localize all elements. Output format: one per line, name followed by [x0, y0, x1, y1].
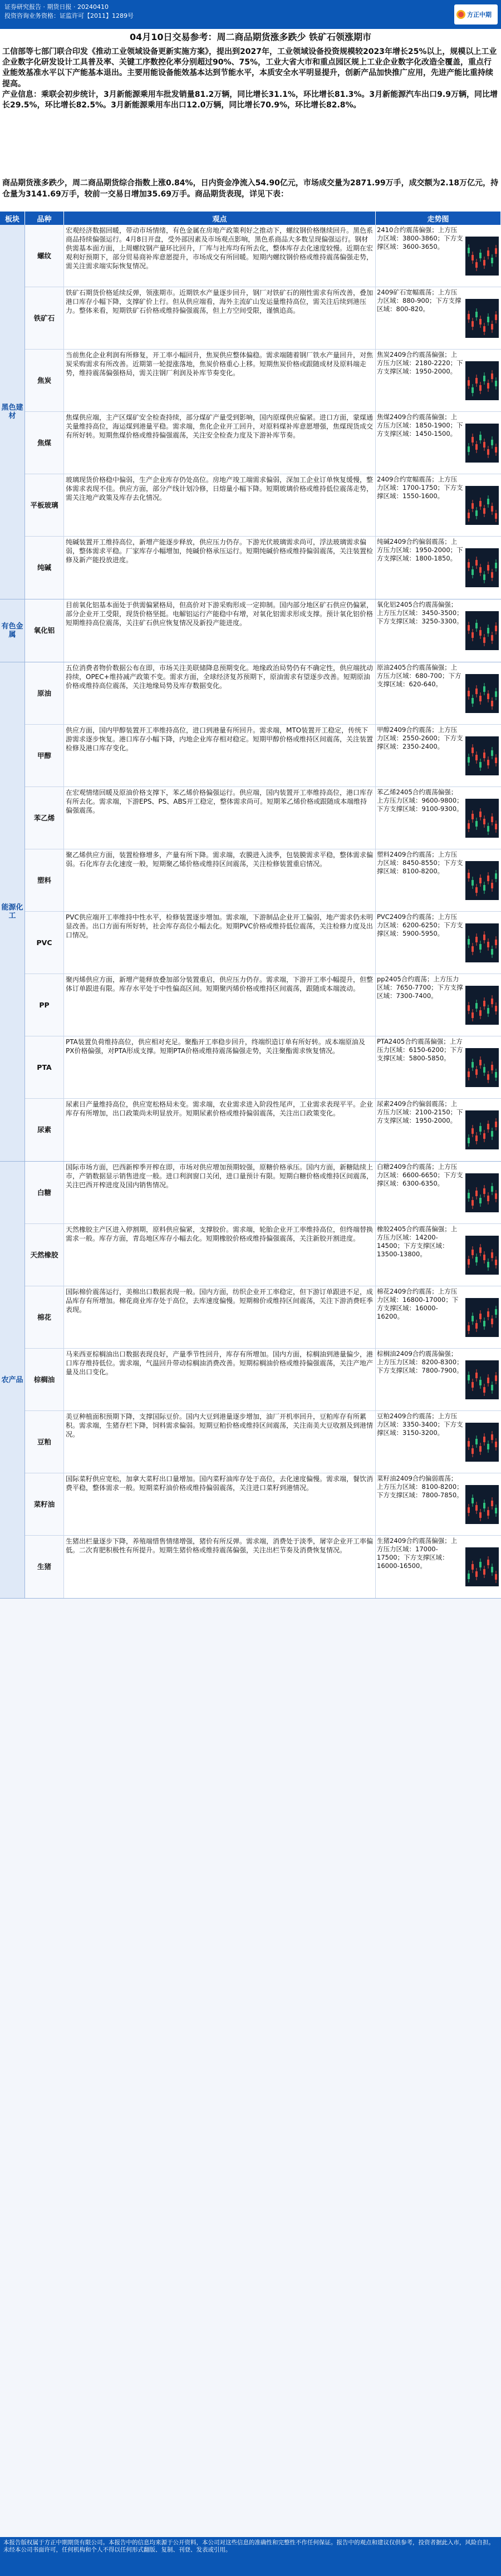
- chart-cell: [376, 350, 501, 411]
- commodity-view: 焦煤供应端，主产区煤矿安全检查持续，部分煤矿产量受到影响，国内原煤供应偏紧。进口方面，蒙煤通关量维持高位，海运煤到港量平稳。需求端，焦化企业开工回升，对原料煤补库意愿增强，焦煤现货成交有所好转。短期焦煤价格或维持偏强震荡，关注安全检查力度及下游补库节奏。: [64, 412, 376, 474]
- summary-paragraph: 产业信息：乘联会初步统计，3月新能源乘用车批发销量81.2万辆，同比增长31.1%，环比增长81.3%。3月新能源汽车出口9.9万辆，同比增长29.5%，环比增长82.5%。3月新能源乘用车出口12.0万辆，同比增长70.9%，环比增长82.8%。: [2, 90, 498, 110]
- commodity-view: 铁矿石期货价格延续反弹，领涨期市。近期铁水产量逐步回升，钢厂对铁矿石的刚性需求有所改善，叠加港口库存小幅下降，支撑矿价上行。但从供应端看，海外主流矿山发运量维持高位，需关注后续到港压力。整体来看，短期铁矿石价格或维持偏强震荡，但上方空间受限，谨慎追高。: [64, 287, 376, 349]
- chart-note: 2409合约宽幅震荡；上方压力区域：1700-1750；下方支撑区域：1550-1600。: [377, 475, 463, 500]
- chart-note: 纯碱2409合约偏弱震荡；上方压力区域：1950-2000；下方支撑区域：1800-1850。: [377, 538, 463, 562]
- commodity-name: 纯碱: [25, 537, 64, 599]
- candlestick-chart-icon: [464, 663, 500, 723]
- commodity-view: 生猪出栏量逐步下降，养殖端惜售情绪增强，猪价有所反弹。需求端，消费处于淡季，屠宰企业开工率偏低。二次育肥积极性有所提升。短期生猪价格或维持震荡偏强，关注出栏节奏及消费恢复情况。: [64, 1536, 376, 1598]
- chart-cell: [376, 725, 501, 786]
- commodity-name: 螺纹: [25, 225, 64, 287]
- table-row: [25, 849, 501, 912]
- commodity-name: PTA: [25, 1036, 64, 1098]
- commodity-name: 菜籽油: [25, 1473, 64, 1535]
- chart-note: PVC2409合约震荡；上方压力区域：6200-6250；下方支撑区域：5900-5950。: [377, 913, 463, 937]
- logo-text: 方正中期: [467, 11, 492, 18]
- chart-cell: [376, 1162, 501, 1223]
- company-logo: [454, 4, 498, 24]
- commodity-name: 原油: [25, 662, 64, 724]
- logo-mark-icon: [456, 10, 465, 19]
- chart-cell: [376, 1099, 501, 1161]
- table-row: [25, 412, 501, 474]
- candlestick-chart-icon: [464, 413, 500, 473]
- candlestick-chart-icon: [464, 1412, 500, 1472]
- candlestick-chart-icon: [464, 1225, 500, 1285]
- table-row: [25, 1036, 501, 1099]
- chart-note: 氧化铝2405合约震荡偏强；上方压力区域：3450-3500；下方支撑区域：3250-3300。: [377, 601, 463, 625]
- table-row: [25, 287, 501, 350]
- summary-block: [0, 46, 501, 177]
- chart-note: 苯乙烯2405合约震荡偏强；上方压力区域：9600-9800；下方支撑区域：9100-9300。: [377, 788, 463, 813]
- commodity-view: PVC供应端开工率维持中性水平，检修装置逐步增加。需求端，下游制品企业开工偏弱，地产需求仍未明显改善。出口方面有所好转，社会库存高位小幅去化。短期PVC价格或维持低位震荡，关注检修力度及出口情况。: [64, 912, 376, 974]
- report-title: 04月10日交易参考：周二商品期货涨多跌少 铁矿石领涨期市: [0, 29, 501, 46]
- market-overview: 商品期货涨多跌少，周二商品期货综合指数上涨0.84%，日内资金净流入54.90亿元，市场成交量为2871.99万手，成交额为2.18万亿元，持仓量为3141.69万手，较前一交易日增加35.69万手。商品期货表现，详见下表：: [0, 177, 501, 212]
- commodity-view: 当前焦化企业利润有所修复，开工率小幅回升，焦炭供应整体偏稳。需求端随着钢厂铁水产量回升，对焦炭采购需求有所改善。近期第一轮提涨落地，焦炭价格重心上移。短期焦炭价格或跟随成材及原料端走势，维持震荡偏强格局，需关注钢厂利润及补库节奏变化。: [64, 350, 376, 411]
- commodity-name: 平板玻璃: [25, 474, 64, 536]
- commodity-name: 棉花: [25, 1286, 64, 1348]
- chart-cell: [376, 1224, 501, 1286]
- candlestick-chart-icon: [464, 788, 500, 848]
- table-row: [25, 1473, 501, 1536]
- commodity-view: 国际棉价震荡运行，美棉出口数据表现一般。国内方面，纺织企业开工率稳定，但下游订单跟进不足，成品库存有所增加。棉花商业库存处于高位，去库速度偏慢。短期棉价或维持区间震荡，关注下游消费旺季表现。: [64, 1286, 376, 1348]
- sector-block: [0, 599, 501, 662]
- chart-cell: [376, 974, 501, 1036]
- chart-cell: [376, 287, 501, 349]
- chart-cell: [376, 662, 501, 724]
- sector-block: [0, 662, 501, 1162]
- table-row: [25, 1162, 501, 1224]
- chart-note: 菜籽油2409合约偏弱震荡；上方压力区域：8100-8200；下方支撑区域：7800-7850。: [377, 1474, 463, 1499]
- commodity-view: 五位消费者物价数据公布在即，市场关注美联储降息预期变化。地缘政治局势仍有不确定性，供应端扰动持续，OPEC+维持减产政策不变。需求方面，全球经济复苏预期下，原油需求有望逐步改善。短期原油价格或维持高位震荡，关注地缘局势及库存数据变化。: [64, 662, 376, 724]
- table-row: [25, 974, 501, 1036]
- candlestick-chart-icon: [464, 1287, 500, 1347]
- commodity-view: 国际菜籽供应宽松，加拿大菜籽出口量增加。国内菜籽油库存处于高位，去化速度偏慢。需求端，餐饮消费平稳，整体需求一般。短期菜籽油价格或维持偏弱震荡，关注进口菜籽到港情况。: [64, 1473, 376, 1535]
- commodity-view: 供应方面，国内甲醇装置开工率维持高位，进口到港量有所回升。需求端，MTO装置开工稳定，传统下游需求逐步恢复。港口库存小幅下降，内地企业库存相对稳定。短期甲醇价格或维持区间震荡，关注装置检修及港口库存变化。: [64, 725, 376, 786]
- sector-name: 黑色建材: [0, 225, 25, 599]
- commodity-view: 玻璃现货价格稳中偏弱，生产企业库存仍处高位。房地产竣工端需求偏弱，深加工企业订单恢复缓慢，整体需求表现不佳。供应方面，部分产线计划冷修，日熔量小幅下降。短期玻璃价格或维持低位震荡走势，需关注地产政策及库存去化情况。: [64, 474, 376, 536]
- chart-note: 原油2405合约震荡偏强；上方压力区域：680-700；下方支撑区域：620-640。: [377, 663, 461, 688]
- commodity-view: 马来西亚棕榈油出口数据表现良好，产量季节性回升，库存有所增加。国内方面，棕榈油到港量偏少，港口库存维持低位。需求端，气温回升带动棕榈油消费改善。短期棕榈油价格或维持偏强震荡，关注产地产量及出口变化。: [64, 1349, 376, 1410]
- commodity-view: PTA装置负荷维持高位，供应相对充足。聚酯开工率稳步回升，终端织造订单有所好转。成本端原油及PX价格偏强，对PTA形成支撑。短期PTA价格或维持震荡偏强走势，关注聚酯需求恢复情况。: [64, 1036, 376, 1098]
- chart-note: 豆粕2409合约震荡；上方压力区域：3350-3400；下方支撑区域：3150-3200。: [377, 1412, 463, 1437]
- table-row: [25, 1099, 501, 1161]
- commodity-name: 豆粕: [25, 1411, 64, 1473]
- chart-note: 甲醇2409合约震荡；上方压力区域：2550-2600；下方支撑区域：2350-2400。: [377, 726, 463, 750]
- candlestick-chart-icon: [464, 288, 500, 348]
- chart-cell: [376, 537, 501, 599]
- table-row: [25, 725, 501, 787]
- candlestick-chart-icon: [464, 1038, 500, 1097]
- commodity-name: 苯乙烯: [25, 787, 64, 849]
- disclaimer-footer: 本报告版权属于方正中期期货有限公司。本报告中的信息均来源于公开资料，本公司对这些信息的准确性和完整性不作任何保证。报告中的观点和建议仅供参考，投资者据此入市，风险自担。未经本公司书面许可，任何机构和个人不得以任何形式翻版、复制、刊登、发表或引用。: [0, 2537, 501, 2576]
- commodity-table: [0, 212, 501, 1599]
- chart-note: 2410合约震荡偏强；上方压力区域：3800-3860；下方支撑区域：3600-3650。: [377, 226, 463, 250]
- commodity-name: 天然橡胶: [25, 1224, 64, 1286]
- chart-note: 尿素2409合约偏弱震荡；上方压力区域：2100-2150；下方支撑区域：1950-2000。: [377, 1100, 463, 1124]
- col-commodity: 品种: [25, 212, 64, 225]
- chart-cell: [376, 412, 501, 474]
- candlestick-chart-icon: [464, 851, 500, 910]
- candlestick-chart-icon: [464, 726, 500, 785]
- chart-note: 棕榈油2409合约震荡偏强；上方压力区域：8200-8300；下方支撑区域：7800-7900。: [377, 1350, 463, 1374]
- sector-name: 农产品: [0, 1162, 25, 1598]
- table-row: [25, 1349, 501, 1411]
- commodity-view: 美豆种植面积预期下降，支撑国际豆价。国内大豆到港量逐步增加，油厂开机率回升，豆粕库存有所累积。需求端，生猪存栏下降，饲料需求偏弱。短期豆粕价格或维持区间震荡，关注南美大豆收割及到港情况。: [64, 1411, 376, 1473]
- chart-note: PTA2405合约震荡偏强；上方压力区域：6150-6200；下方支撑区域：5800-5850。: [377, 1038, 463, 1062]
- chart-cell: [376, 787, 501, 849]
- chart-cell: [376, 474, 501, 536]
- candlestick-chart-icon: [464, 1474, 500, 1534]
- table-row: [25, 225, 501, 287]
- commodity-name: PVC: [25, 912, 64, 974]
- commodity-view: 国际市场方面，巴西新榨季开榨在即，市场对供应增加预期较强，原糖价格承压。国内方面，新糖陆续上市，产销数据显示销售进度一般。进口利润窗口关闭，进口量预计有限。短期白糖价格或维持区间震荡，关注巴西开榨进度及国内销售情况。: [64, 1162, 376, 1223]
- candlestick-chart-icon: [464, 226, 500, 286]
- candlestick-chart-icon: [464, 351, 500, 410]
- commodity-view: 目前氧化铝基本面处于供需偏紧格局，但高价对下游采购形成一定抑制。国内部分地区矿石供应仍偏紧，部分企业开工受限，现货价格坚挺。电解铝运行产能稳中有增，对氧化铝需求形成支撑。预计氧化铝价格短期维持高位震荡，关注矿石供应恢复情况及新投产能进度。: [64, 599, 376, 662]
- table-row: [25, 1536, 501, 1598]
- commodity-name: 焦炭: [25, 350, 64, 411]
- sector-name: 能源化工: [0, 662, 25, 1161]
- commodity-view: 纯碱装置开工维持高位，新增产能逐步释放，供应压力仍存。下游光伏玻璃需求尚可，浮法玻璃需求偏弱，整体需求平稳。厂家库存小幅增加，纯碱价格承压运行。短期纯碱价格或维持偏弱震荡，关注装置检修及新产能投放进度。: [64, 537, 376, 599]
- chart-note: 2409矿石宽幅震荡；上方压力区域：880-900；下方支撑区域：800-820。: [377, 288, 461, 313]
- header-line1: 证券研究报告 · 期货日报 · 20240410: [4, 3, 109, 11]
- header-line2: 投资咨询业务资格：证监许可【2011】1289号: [4, 12, 134, 19]
- chart-note: 焦炭2409合约震荡偏强；上方压力区域：2180-2220；下方支撑区域：1950-2000。: [377, 351, 463, 375]
- table-row: [25, 787, 501, 849]
- commodity-name: 铁矿石: [25, 287, 64, 349]
- commodity-name: 甲醇: [25, 725, 64, 786]
- chart-cell: [376, 1473, 501, 1535]
- chart-cell: [376, 849, 501, 911]
- page-header: [0, 0, 501, 29]
- commodity-name: 尿素: [25, 1099, 64, 1161]
- table-row: [25, 1411, 501, 1473]
- chart-note: 橡胶2405合约震荡偏强；上方压力区域：14200-14500；下方支撑区域：13500-13800。: [377, 1225, 458, 1258]
- commodity-name: 棕榈油: [25, 1349, 64, 1410]
- col-view: 观点: [64, 212, 376, 225]
- table-row: [25, 1224, 501, 1286]
- chart-cell: [376, 1286, 501, 1348]
- commodity-name: 焦煤: [25, 412, 64, 474]
- chart-cell: [376, 1411, 501, 1473]
- candlestick-chart-icon: [464, 913, 500, 972]
- chart-note: 生猪2409合约震荡偏强；上方压力区域：17000-17500；下方支撑区域：16000-16500。: [377, 1537, 458, 1570]
- table-row: [25, 350, 501, 412]
- candlestick-chart-icon: [464, 1350, 500, 1409]
- table-row: [25, 474, 501, 537]
- sector-name: 有色金属: [0, 599, 25, 662]
- chart-cell: [376, 1349, 501, 1410]
- table-row: [25, 662, 501, 725]
- candlestick-chart-icon: [464, 1537, 500, 1597]
- chart-note: 焦煤2409合约震荡偏强；上方压力区域：1850-1900；下方支撑区域：1450-1500。: [377, 413, 463, 437]
- chart-cell: [376, 1536, 501, 1598]
- col-chart: 走势图: [376, 212, 501, 225]
- candlestick-chart-icon: [464, 538, 500, 598]
- candlestick-chart-icon: [464, 475, 500, 535]
- chart-note: 塑料2409合约震荡；上方压力区域：8450-8550；下方支撑区域：8100-8200。: [377, 851, 463, 875]
- chart-note: 棉花2409合约震荡；上方压力区域：16800-17000；下方支撑区域：16000-16200。: [377, 1287, 459, 1320]
- commodity-view: 聚乙烯供应方面，装置检修增多，产量有所下降。需求端，农膜进入淡季，包装膜需求平稳，整体需求偏弱。石化库存去化速度一般，短期聚乙烯价格或维持区间震荡，关注检修装置重启情况。: [64, 849, 376, 911]
- chart-cell: [376, 912, 501, 974]
- commodity-view: 在宏观情绪回暖及原油价格支撑下，苯乙烯价格偏强运行。供应端，国内装置开工率维持高位，港口库存有所去化。需求端，下游EPS、PS、ABS开工稳定，整体需求尚可。短期苯乙烯价格或跟随成本端维持偏强震荡。: [64, 787, 376, 849]
- table-row: [25, 537, 501, 599]
- commodity-name: PP: [25, 974, 64, 1036]
- commodity-view: 宏观经济数据回暖，带动市场情绪，有色金属在房地产政策利好之推动下，螺纹钢价格继续回升。黑色系商品持续偏强运行。4月8日开盘，受外部因素及市场观点影响，黑色系商品大多数呈现偏强运行。钢材供需基本面方面，上周螺纹钢产量环比回升，厂库与社库均有所去化，整体库存去化速度较慢。近期在宏观利好预期下，部分贸易商补库意愿提升，市场成交有所回暖。短期内螺纹钢价格或维持震荡偏强走势，需关注需求端实际恢复情况。: [64, 225, 376, 287]
- col-sector: 板块: [0, 212, 25, 225]
- commodity-name: 白糖: [25, 1162, 64, 1223]
- table-row: [25, 599, 501, 662]
- table-row: [25, 1286, 501, 1349]
- chart-note: 白糖2409合约震荡；上方压力区域：6600-6650；下方支撑区域：6300-6350。: [377, 1163, 463, 1187]
- candlestick-chart-icon: [464, 1163, 500, 1222]
- summary-paragraph: 工信部等七部门联合印发《推动工业领域设备更新实施方案》，提出到2027年，工业领域设备投资规模较2023年增长25%以上，规模以上工业企业数字化研发设计工具普及率、关键工序数控化率分别超过90%、75%，工业大省大市和重点园区规上工业企业数字化改造全覆盖，重点行业能效基准水平以下产能基本退出。主要用能设备能效基本达到节能水平，本质安全水平明显提升，创新产品加快推广应用，先进产能比重持续提高。: [2, 47, 497, 89]
- commodity-view: 天然橡胶主产区进入停割期，原料供应偏紧，支撑胶价。需求端，轮胎企业开工率维持高位，但终端替换需求一般。库存方面，青岛地区库存小幅去化。短期橡胶价格或维持偏强震荡，关注新胶开割进度。: [64, 1224, 376, 1286]
- candlestick-chart-icon: [464, 601, 500, 661]
- chart-cell: [376, 225, 501, 287]
- commodity-name: 氧化铝: [25, 599, 64, 662]
- candlestick-chart-icon: [464, 975, 500, 1035]
- sector-block: [0, 1162, 501, 1599]
- candlestick-chart-icon: [464, 1100, 500, 1160]
- table-header: [0, 212, 501, 225]
- chart-cell: [376, 1036, 501, 1098]
- commodity-view: 聚丙烯供应方面，新增产能释放叠加部分装置重启，供应压力仍存。需求端，下游开工率小幅提升，但整体订单跟进有限。库存水平处于中性偏高区间。短期聚丙烯价格或维持区间震荡，跟随成本端波动。: [64, 974, 376, 1036]
- table-row: [25, 912, 501, 974]
- commodity-name: 生猪: [25, 1536, 64, 1598]
- chart-note: pp2405合约震荡；上方压力区域：7650-7700；下方支撑区域：7300-7400。: [377, 975, 463, 1000]
- chart-cell: [376, 599, 501, 662]
- sector-block: [0, 225, 501, 599]
- commodity-view: 尿素日产量维持高位，供应宽松格局未变。需求端，农业需求进入阶段性尾声，工业需求表现平平。企业库存有所增加，出口政策尚未明显放开。短期尿素价格或维持偏弱震荡，关注出口政策变化。: [64, 1099, 376, 1161]
- commodity-name: 塑料: [25, 849, 64, 911]
